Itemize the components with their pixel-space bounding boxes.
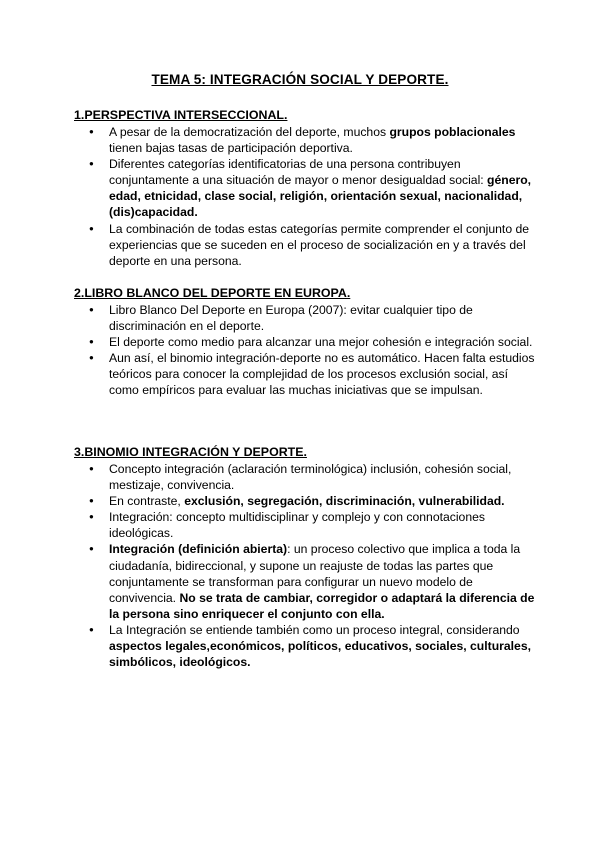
- bullet-item: [0, 124, 600, 156]
- page-title: TEMA 5: INTEGRACIÓN SOCIAL Y DEPORTE.: [151, 72, 449, 87]
- section-heading-libro-blanco: 2.LIBRO BLANCO DEL DEPORTE EN EUROPA.: [74, 286, 351, 300]
- bullet-text: Integración: concepto multidisciplinar y complejo y con connotaciones ideológicas.: [109, 510, 485, 541]
- bullet-text: En contraste,: [109, 494, 185, 509]
- bullet-text-bold: Integración (definición abierta): [109, 542, 288, 557]
- bullet-text: A pesar de la democratización del deporte, muchos: [109, 125, 390, 139]
- bullet-item: [0, 156, 600, 220]
- section-list-binomio: [0, 461, 600, 670]
- bullet-text-bold: No se trata de cambiar, corregidor o adaptará la diferencia de la persona sino enriquecer el conjunto con ella.: [109, 590, 535, 621]
- bullet-text: Aun así, el binomio integración-deporte no es automático. Hacen falta estudios teóricos para conocer la complejidad de los procesos exclusión social, así como empíricos para evaluar las muchas iniciativas que se impulsan.: [109, 351, 535, 398]
- bullet-text: : un proceso colectivo que implica a toda la ciudadanía, bidireccional, y supone un reajuste de todas las partes que conjuntamente se transforman para configurar un nuevo modelo de convivencia.: [109, 542, 521, 605]
- bullet-item: [0, 541, 600, 621]
- bullet-text: tienen bajas tasas de participación deportiva.: [109, 141, 353, 156]
- bullet-text: La combinación de todas estas categorías permite comprender el conjunto de experiencias que se suceden en el proceso de socialización en y a través del deporte en una persona.: [109, 221, 530, 268]
- bullet-text: La Integración se entiende también como un proceso integral, considerando: [109, 622, 520, 637]
- section-heading-perspectiva: 1.PERSPECTIVA INTERSECCIONAL.: [74, 108, 288, 122]
- section-list-perspectiva: [0, 124, 600, 269]
- bullet-text: Concepto integración (aclaración terminológica) inclusión, cohesión social, mestizaje, convivencia.: [109, 462, 512, 493]
- bullet-item: [0, 622, 600, 670]
- bullet-item: [0, 461, 600, 493]
- bullet-text-bold: grupos poblacionales: [389, 125, 516, 139]
- bullet-text: Libro Blanco Del Deporte en Europa (2007): evitar cualquier tipo de discriminación en el deporte.: [109, 303, 473, 334]
- bullet-item: [0, 509, 600, 541]
- bullet-item: [0, 221, 600, 269]
- bullet-text: El deporte como medio para alcanzar una mejor cohesión e integración social.: [109, 335, 533, 350]
- bullet-item: [0, 350, 600, 398]
- bullet-item: [0, 493, 600, 509]
- bullet-text-bold: exclusión, segregación, discriminación, vulnerabilidad.: [184, 494, 505, 509]
- section-heading-binomio: 3.BINOMIO INTEGRACIÓN Y DEPORTE.: [74, 445, 307, 459]
- bullet-text: Diferentes categorías identificatorias de una persona contribuyen conjuntamente a una situación de mayor o menor desigualdad social:: [109, 157, 488, 188]
- bullet-item: [0, 302, 600, 334]
- bullet-text-bold: aspectos legales,económicos, políticos, educativos, sociales, culturales, simbólicos, ideológicos.: [109, 639, 531, 670]
- section-list-libro-blanco: [0, 302, 600, 399]
- bullet-item: [0, 334, 600, 350]
- bullet-text-bold: género, edad, etnicidad, clase social, religión, orientación sexual, nacionalidad, (dis)capacidad.: [109, 173, 532, 220]
